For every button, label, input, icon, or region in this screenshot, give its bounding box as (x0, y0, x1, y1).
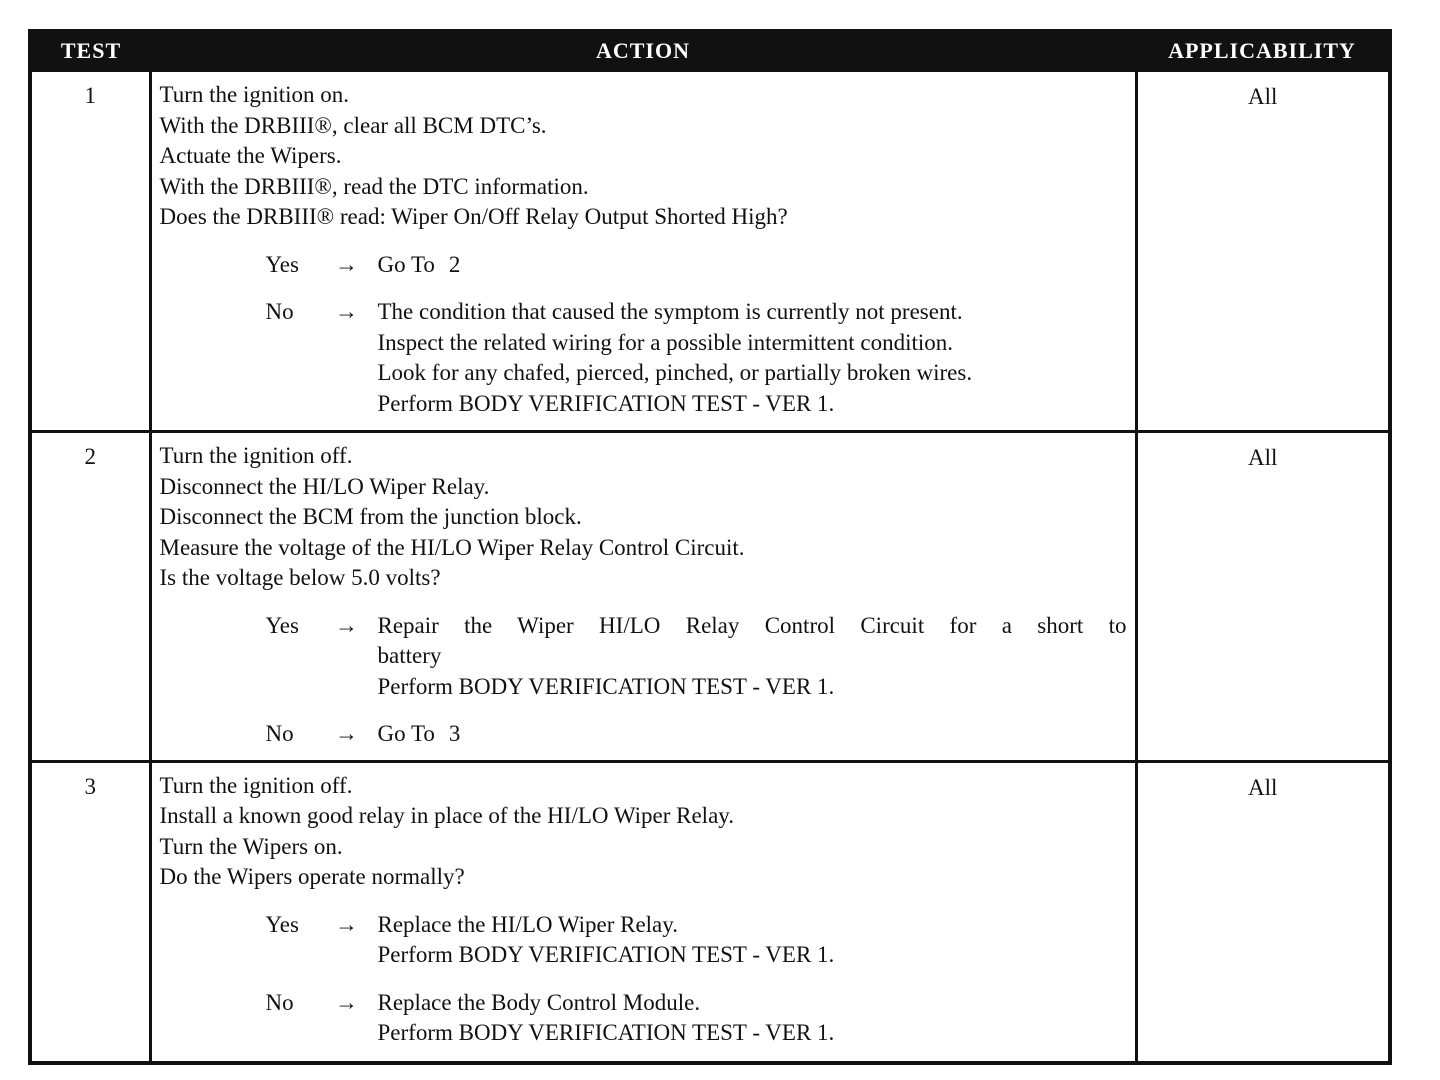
result-line: Perform BODY VERIFICATION TEST - VER 1. (377, 1020, 835, 1045)
result-line: battery (377, 643, 442, 668)
yes-branch (266, 611, 1127, 703)
branch-result (378, 250, 1127, 281)
arrow-right-icon: → (335, 721, 358, 746)
yes-label: Yes (265, 251, 299, 277)
header-applicability: APPLICABILITY (1136, 31, 1390, 71)
goto-number: 3 (448, 721, 461, 746)
yes-label: Yes (265, 612, 299, 638)
yes-branch (266, 910, 1127, 971)
action-step: Turn the ignition on. (159, 82, 350, 107)
branch-result (378, 611, 1127, 703)
action-step: Turn the ignition off. (159, 443, 353, 468)
action-step: Do the Wipers operate normally? (159, 864, 465, 889)
diagnostic-test-table (28, 29, 1392, 1065)
action-step: Install a known good relay in place of the HI/LO Wiper Relay. (159, 803, 735, 828)
applicability-value: All (1136, 432, 1390, 762)
action-step: With the DRBIII®, clear all BCM DTC’s. (159, 112, 547, 138)
result-line: The condition that caused the symptom is currently not present. (377, 299, 963, 324)
no-label: No (265, 721, 294, 746)
header-test: TEST (30, 31, 150, 71)
result-line: Perform BODY VERIFICATION TEST - VER 1. (377, 390, 835, 416)
no-branch (266, 719, 1127, 750)
arrow-right-icon: → (335, 989, 358, 1015)
arrow-right-icon: → (335, 612, 358, 638)
goto-text: Go To (377, 721, 435, 746)
action-step: Is the voltage below 5.0 volts? (159, 565, 441, 590)
test-row-1 (30, 71, 1390, 432)
branch-result (378, 988, 1127, 1049)
action-cell (150, 71, 1136, 432)
result-line: Perform BODY VERIFICATION TEST - VER 1. (377, 942, 835, 967)
no-branch (266, 988, 1127, 1049)
branch-result (378, 719, 1127, 750)
branch-result (378, 297, 1127, 419)
arrow-right-icon: → (335, 911, 358, 937)
action-cell (150, 432, 1136, 762)
header-action: ACTION (150, 31, 1136, 71)
action-step: Does the DRBIII® read: Wiper On/Off Relay Output Shorted High? (159, 204, 788, 229)
test-row-3 (30, 761, 1390, 1063)
test-number: 2 (30, 432, 150, 762)
table-header-row (30, 31, 1390, 71)
test-number: 3 (30, 761, 150, 1063)
action-cell (150, 761, 1136, 1063)
no-branch (266, 297, 1127, 419)
action-step: Turn the ignition off. (159, 772, 353, 798)
yes-branch (266, 250, 1127, 281)
goto-text: Go To (377, 251, 435, 277)
test-row-2 (30, 432, 1390, 762)
applicability-value: All (1136, 761, 1390, 1063)
result-line: Look for any chafed, pierced, pinched, or partially broken wires. (377, 360, 973, 385)
action-step: Actuate the Wipers. (159, 143, 342, 168)
applicability-value: All (1136, 71, 1390, 432)
test-number: 1 (30, 71, 150, 432)
branch-result (378, 910, 1127, 971)
no-label: No (265, 299, 294, 324)
result-line: Replace the Body Control Module. (377, 989, 701, 1015)
action-step: Turn the Wipers on. (159, 833, 343, 859)
yes-label: Yes (265, 911, 299, 937)
arrow-right-icon: → (335, 299, 358, 324)
no-label: No (265, 989, 294, 1015)
goto-number: 2 (448, 251, 461, 277)
result-line: Replace the HI/LO Wiper Relay. (377, 911, 679, 937)
action-step: Disconnect the HI/LO Wiper Relay. (159, 473, 490, 499)
action-step: With the DRBIII®, read the DTC information. (159, 173, 589, 199)
arrow-right-icon: → (335, 251, 358, 277)
result-line: Perform BODY VERIFICATION TEST - VER 1. (377, 673, 835, 699)
action-step: Disconnect the BCM from the junction block. (159, 504, 582, 529)
action-step: Measure the voltage of the HI/LO Wiper Relay Control Circuit. (159, 534, 745, 560)
result-line: Inspect the related wiring for a possible intermittent condition. (377, 329, 953, 355)
result-line: Repair the Wiper HI/LO Relay Control Circuit for a short to (377, 612, 1127, 638)
